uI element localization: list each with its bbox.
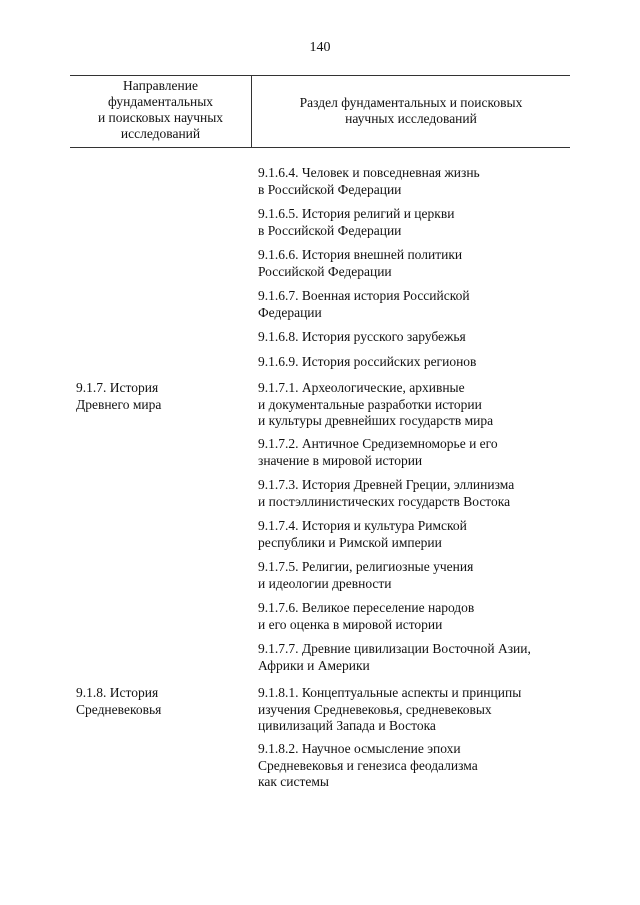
section-line: как системы <box>258 774 329 789</box>
section-line: 9.1.6.6. История внешней политики <box>258 247 463 262</box>
section-entry <box>258 600 570 633</box>
section-entry <box>258 518 570 551</box>
section-entry <box>258 477 570 510</box>
section-entry <box>258 165 570 198</box>
section-line: Федерации <box>258 304 322 320</box>
header-section-line: научных исследований <box>345 111 477 126</box>
header-direction-line: Направление <box>123 78 198 93</box>
header-direction-line: исследований <box>120 126 201 141</box>
section-line: 9.1.6.5. История религий и церкви <box>258 206 455 221</box>
section-entry <box>258 380 570 430</box>
section-line: 9.1.8.2. Научное осмысление эпохи <box>258 741 461 756</box>
header-direction-line: и поисковых научных <box>97 110 224 125</box>
section-line: Африки и Америки <box>258 657 370 673</box>
direction-line: Древнего мира <box>76 396 162 412</box>
direction-line: 9.1.7. История <box>76 380 159 395</box>
header-direction <box>70 78 251 142</box>
direction-line: Средневековья <box>76 701 162 717</box>
header-section-line: Раздел фундаментальных и поисковых <box>299 95 523 110</box>
section-line: и постэллинистических государств Востока <box>258 493 511 509</box>
section-entry <box>258 559 570 592</box>
section-line: и его оценка в мировой истории <box>258 616 443 632</box>
section-line: и идеологии древности <box>258 575 392 591</box>
section-line: цивилизаций Запада и Востока <box>258 718 436 733</box>
section-entry <box>258 436 570 469</box>
section-line: значение в мировой истории <box>258 452 423 468</box>
direction-ancient-history <box>76 380 246 413</box>
section-line: 9.1.7.4. История и культура Римской <box>258 518 467 533</box>
page-number: 140 <box>309 40 331 55</box>
section-line: изучения Средневековья, средневековых <box>258 701 492 717</box>
section-entry <box>258 741 570 791</box>
section-line: 9.1.7.7. Древние цивилизации Восточной Азии, <box>258 641 531 656</box>
direction-line: 9.1.8. История <box>76 685 159 700</box>
header-direction-line: фундаментальных <box>107 94 214 109</box>
section-entry <box>258 685 570 735</box>
section-entry <box>258 354 570 371</box>
section-line: 9.1.6.7. Военная история Российской <box>258 288 470 303</box>
section-line: 9.1.7.3. История Древней Греции, эллинизма <box>258 477 515 492</box>
section-line: в Российской Федерации <box>258 222 402 238</box>
section-line: 9.1.7.5. Религии, религиозные учения <box>258 559 474 574</box>
section-entry <box>258 288 570 321</box>
section-line: и документальные разработки истории <box>258 396 482 412</box>
section-line: 9.1.6.9. История российских регионов <box>258 354 477 369</box>
section-entry <box>258 247 570 280</box>
section-line: 9.1.7.1. Археологические, архивные <box>258 380 465 395</box>
section-line: 9.1.8.1. Концептуальные аспекты и принципы <box>258 685 522 700</box>
section-line: республики и Римской империи <box>258 534 442 550</box>
section-line: в Российской Федерации <box>258 181 402 197</box>
section-line: и культуры древнейших государств мира <box>258 413 494 428</box>
section-entry <box>258 206 570 239</box>
section-entry <box>258 329 570 346</box>
header-section <box>252 95 570 127</box>
section-entry <box>258 641 570 674</box>
section-line: 9.1.6.4. Человек и повседневная жизнь <box>258 165 480 180</box>
section-line: Российской Федерации <box>258 263 392 279</box>
section-line: 9.1.7.6. Великое переселение народов <box>258 600 475 615</box>
direction-medieval-history <box>76 685 246 718</box>
header-bottom-rule <box>70 147 570 148</box>
section-line: 9.1.6.8. История русского зарубежья <box>258 329 466 344</box>
section-line: 9.1.7.2. Античное Средиземноморье и его <box>258 436 498 451</box>
table-top-rule <box>70 75 570 76</box>
section-line: Средневековья и генезиса феодализма <box>258 757 478 773</box>
